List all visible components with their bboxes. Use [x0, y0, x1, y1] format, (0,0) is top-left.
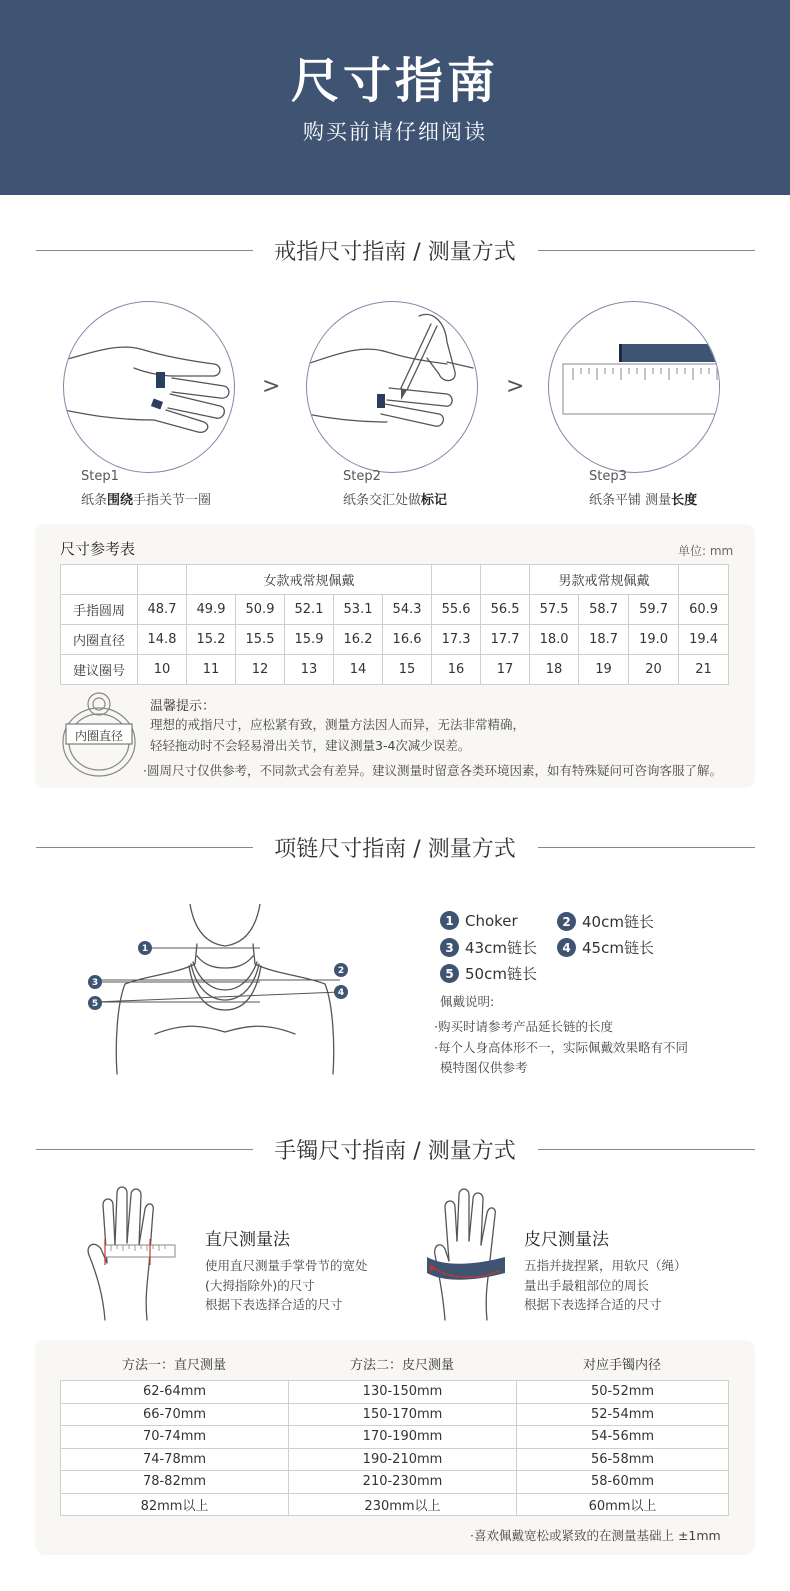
method1-line1: 使用直尺测量手掌骨节的宽处 — [205, 1258, 368, 1273]
legend-item-40cm: 2 40cm链长 — [557, 911, 654, 932]
svg-text:1: 1 — [141, 944, 149, 954]
bracelet-size-table — [60, 1380, 729, 1516]
legend-item-50cm: 5 50cm链长 — [440, 963, 537, 984]
wear-line1: ·购买时请参考产品延长链的长度 — [434, 1019, 613, 1034]
step2-label: Step2 — [343, 469, 381, 484]
col-header-diameter: 对应手镯内径 — [582, 1358, 661, 1373]
wear-heading: 佩戴说明: — [440, 994, 495, 1009]
legend-item-43cm: 3 43cm链长 — [440, 937, 537, 958]
tips-line2: 轻轻拖动时不会轻易滑出关节，建议测量3-4次减少误差。 — [150, 738, 471, 753]
method2-line2: 量出手最粗部位的周长 — [524, 1278, 650, 1293]
svg-text:4: 4 — [337, 988, 345, 998]
bracelet-note: ·喜欢佩戴宽松或紧致的在测量基础上 ±1mm — [470, 1528, 721, 1543]
step1-label: Step1 — [81, 469, 119, 484]
table-row: 建议圈号 10 11 12 13 14 15 16 17 18 19 20 21 — [61, 655, 729, 685]
svg-text:2: 2 — [337, 966, 345, 976]
table-row: 78-82mm 210-230mm 58-60mm — [61, 1471, 729, 1494]
wear-line3: 模特图仅供参考 — [440, 1060, 528, 1075]
step2-desc: 纸条交汇处做标记 — [343, 493, 448, 508]
step1-desc: 纸条围绕手指关节一圈 — [81, 493, 212, 508]
page-header — [0, 0, 790, 195]
step3-illustration — [548, 301, 720, 473]
necklace-illustration — [85, 904, 365, 1084]
bracelet-heading-text: 手镯尺寸指南 / 测量方式 — [274, 1139, 516, 1164]
ring-size-table — [60, 564, 729, 685]
women-header: 女款戒常规佩戴 — [187, 565, 432, 595]
table-row: 62-64mm 130-150mm 50-52mm — [61, 1381, 729, 1404]
step-arrow: > — [506, 374, 525, 399]
method1-line3: 根据下表选择合适的尺寸 — [205, 1297, 343, 1312]
page-subtitle: 购买前请仔细阅读 — [303, 120, 487, 144]
legend-item-45cm: 4 45cm链长 — [557, 937, 654, 958]
table-row: 82mm以上 230mm以上 60mm以上 — [61, 1493, 729, 1516]
pen-marking-icon — [307, 302, 478, 473]
step3-desc: 纸条平铺 测量长度 — [589, 493, 698, 508]
legend-item-choker: 1 Choker — [440, 911, 518, 930]
tape-hand-illustration — [425, 1185, 510, 1325]
step2-illustration — [306, 301, 478, 473]
ring-table-title: 尺寸参考表 — [60, 540, 136, 558]
step3-label: Step3 — [589, 469, 627, 484]
men-header: 男款戒常规佩戴 — [530, 565, 679, 595]
method2-line1: 五指并拢捏紧，用软尺（绳） — [524, 1258, 687, 1273]
ring-note: ·圆周尺寸仅供参考，不同款式会有差异。建议测量时留意各类环境因素，如有特殊疑问可咨询客服了解。 — [143, 763, 722, 778]
necklace-section-heading — [0, 832, 790, 862]
table-row — [61, 565, 729, 595]
svg-text:5: 5 — [91, 999, 99, 1009]
ruler-icon — [549, 302, 720, 473]
tips-line1: 理想的戒指尺寸，应松紧有致，测量方法因人而异，无法非常精确， — [150, 717, 526, 732]
ring-table-unit: 单位: mm — [678, 544, 734, 558]
page-title: 尺寸指南 — [290, 53, 499, 109]
col-header-tape: 方法二：皮尺测量 — [349, 1358, 454, 1373]
method1-title: 直尺测量法 — [205, 1230, 290, 1250]
tips-heading: 温馨提示： — [150, 699, 216, 714]
svg-text:3: 3 — [91, 978, 99, 988]
necklace-heading-text: 项链尺寸指南 / 测量方式 — [274, 837, 516, 862]
wear-line2: ·每个人身高体形不一，实际佩戴效果略有不同 — [434, 1040, 688, 1055]
hand-tape-icon — [425, 1185, 510, 1325]
col-header-ruler: 方法一：直尺测量 — [121, 1358, 226, 1373]
ring-diameter-label: 内圈直径 — [74, 729, 123, 743]
table-row: 手指圆周 48.7 49.9 50.9 52.1 53.1 54.3 55.6 56.5 57.5 58.7 59.7 60.9 — [61, 595, 729, 625]
table-row: 70-74mm 170-190mm 54-56mm — [61, 1426, 729, 1449]
hand-wrap-icon — [64, 302, 235, 473]
ring-heading-text: 戒指尺寸指南 / 测量方式 — [274, 240, 516, 265]
ruler-hand-illustration — [75, 1185, 180, 1325]
table-row: 66-70mm 150-170mm 52-54mm — [61, 1403, 729, 1426]
method2-line3: 根据下表选择合适的尺寸 — [524, 1297, 662, 1312]
step1-illustration — [63, 301, 235, 473]
table-row: 内圈直径 14.8 15.2 15.5 15.9 16.2 16.6 17.3 17.7 18.0 18.7 19.0 19.4 — [61, 625, 729, 655]
neck-bust-icon — [85, 904, 365, 1084]
method2-title: 皮尺测量法 — [524, 1230, 609, 1250]
method1-line2: (大拇指除外)的尺寸 — [205, 1278, 315, 1293]
hand-ruler-icon — [75, 1185, 180, 1325]
bracelet-section-heading — [0, 1134, 790, 1164]
table-row: 74-78mm 190-210mm 56-58mm — [61, 1448, 729, 1471]
ring-section-heading — [0, 235, 790, 265]
step-arrow: > — [262, 374, 281, 399]
